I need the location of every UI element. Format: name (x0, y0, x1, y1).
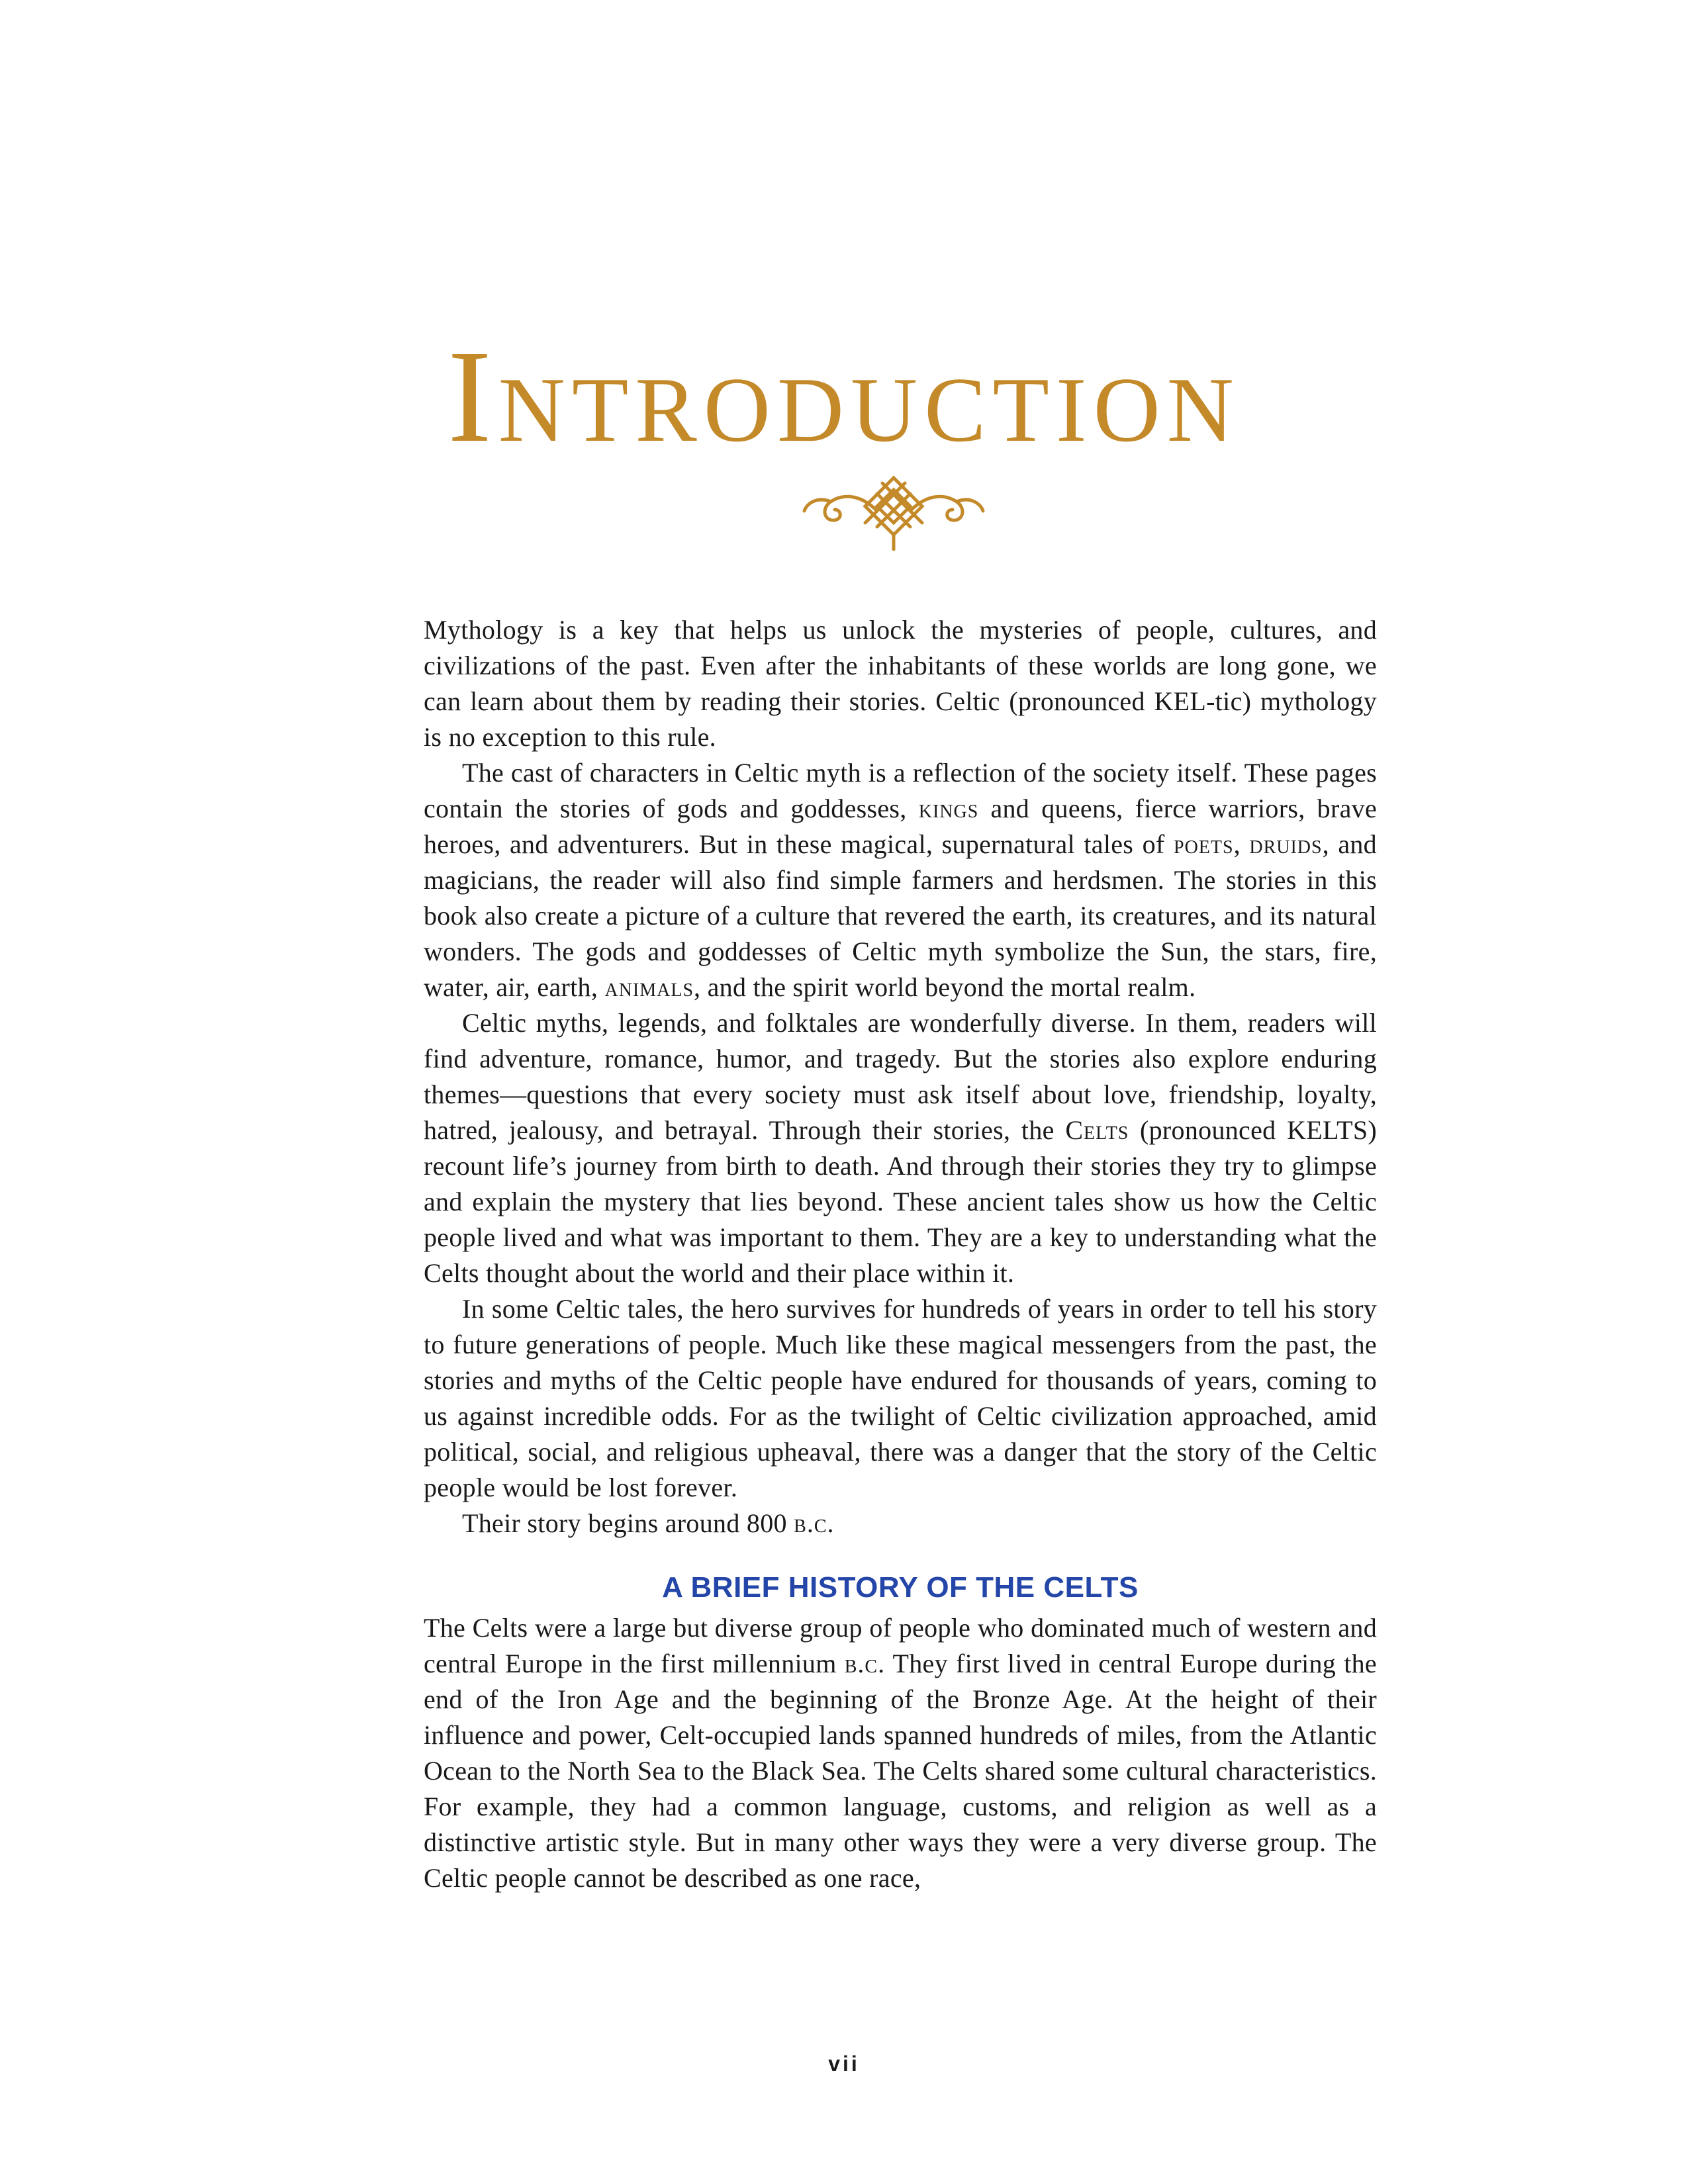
intro-paragraph-4: In some Celtic tales, the hero survives for hundreds of years in order to tell his story to future generations of people. Much like these magical messengers from the past, the stories and myths of the Celtic people have endured for thousands of years, coming to us against incredible odds. For as the twilight of Celtic civilization approached, amid political, social, and religious upheaval, there was a danger that the story of the Celtic people would be lost forever. (424, 1294, 1377, 1502)
text-run: (pronounced KELTS) recount life’s journey from birth to death. And through their stories they try to glimpse and explain the mystery that lies beyond. These ancient tales show us how the Celtic people lived and what was important to them. They are a key to understanding what the Celts thought about the world and their place within it. (424, 1115, 1377, 1288)
section-paragraph-1 (424, 1610, 1377, 1896)
text-run: The Celts were a large but diverse group of people who dominated much of western and central Europe in the first millennium (424, 1613, 1377, 1678)
text-run: , (1233, 829, 1250, 859)
text-run: Their story begins around 800 (462, 1508, 794, 1538)
text-run: The cast of characters in Celtic myth is a reflection of the society itself. These pages contain the stories of gods and goddesses, (424, 758, 1377, 823)
era-abbreviation: b.c. (844, 1649, 886, 1678)
page-number: vii (828, 2052, 860, 2075)
intro-paragraph-3 (424, 1005, 1377, 1291)
text-run: and queens, fierce warriors, brave heroes, and adventurers. But in these magical, supernatural tales of (424, 794, 1377, 859)
text-run: , and the spirit world beyond the mortal realm. (694, 972, 1196, 1002)
intro-paragraph-2 (424, 755, 1377, 1005)
intro-paragraph-5 (424, 1506, 1377, 1541)
glossary-term-poets: poets (1174, 829, 1234, 859)
glossary-term-kings: kings (918, 794, 979, 823)
page-title: Introduction (447, 324, 1241, 470)
text-run: , and magicians, the reader will also find simple farmers and herdsmen. The stories in this book also create a picture of a culture that revered the earth, its creatures, and its natural wonders. The gods and goddesses of Celtic myth symbolize the Sun, the stars, fire, water, air, earth, (424, 829, 1377, 1002)
text-run: They first lived in central Europe during the end of the Iron Age and the beginning of the Bronze Age. At the height of their influence and power, Celt-occupied lands spanned hundreds of miles, from the Atlantic Ocean to the North Sea to the Black Sea. The Celts shared some cultural characteristics. For example, they had a common language, customs, and religion as well as a distinctive artistic style. But in many other ways they were a very diverse group. The Celtic people cannot be described as one race, (424, 1649, 1377, 1893)
glossary-term-celts: Celts (1065, 1115, 1129, 1145)
glossary-term-animals: animals (604, 972, 694, 1002)
celtic-knot-flourish-icon (798, 463, 990, 556)
body-text (424, 612, 1377, 1896)
text-run: Celtic myths, legends, and folktales are wonderfully diverse. In them, readers will find adventure, romance, humor, and tragedy. But the stories also explore enduring themes—questions that every society must ask itself about love, friendship, loyalty, hatred, jealousy, and betrayal. Through their stories, the (424, 1008, 1377, 1145)
intro-paragraph-1: Mythology is a key that helps us unlock the mysteries of people, cultures, and civilizations of the past. Even after the inhabitants of these worlds are long gone, we can learn about them by reading their stories. Celtic (pronounced KEL-tic) mythology is no exception to this rule. (424, 615, 1377, 752)
section-heading: A BRIEF HISTORY OF THE CELTS (662, 1571, 1139, 1604)
glossary-term-druids: druids (1249, 829, 1323, 859)
era-abbreviation: b.c. (794, 1508, 835, 1538)
